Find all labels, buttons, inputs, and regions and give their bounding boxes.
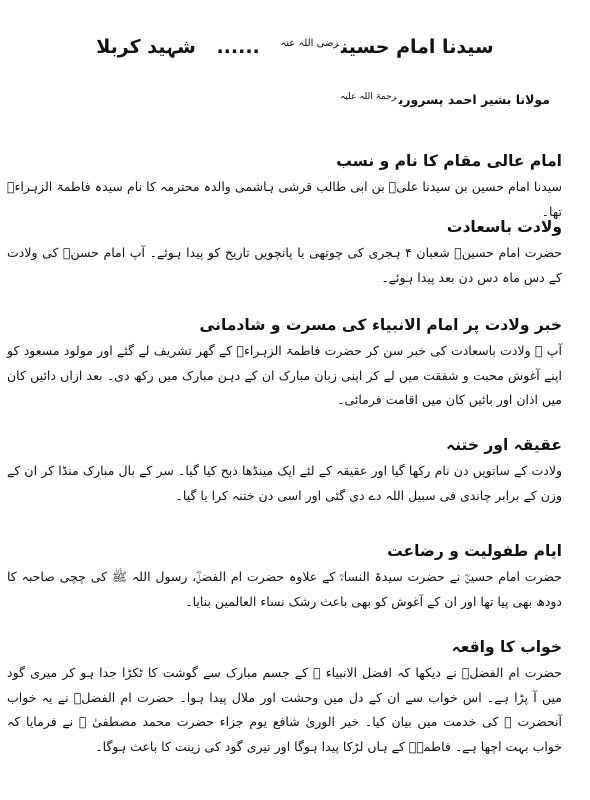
section-body: ولادت کے ساتویں دن نام رکھا گیا اور عقیقہ کے لئے ایک مینڈھا ذبح کیا گیا۔ سر کے بال مبارک منڈا کر ان کے وزن کے برابر چاندی فی سبیل اللہ دے دی گئی اور اسی دن ختنہ کرا یا گیا۔ <box>7 463 562 503</box>
section-heading: عقیقہ اور ختنہ <box>446 436 562 454</box>
section-aqeeqah <box>7 434 562 508</box>
section-heading: خبر ولادت پر امام الانبیاء کی مسرت و شادمانی <box>199 316 562 334</box>
section-heading: ولادت باسعادت <box>446 218 562 236</box>
title-right: سیدنا امام حسین <box>340 36 494 58</box>
title-honorific: رضی اللہ عنہ <box>280 37 339 49</box>
title-separator: ...... <box>216 36 260 58</box>
section-body: حضرت امام حسینؓ شعبان ۴ ہجری کی چوتھی یا پانچویں تاریخ کو پیدا ہوئے۔ آپ امام حسنؓ کی ولادت کے دس ماہ دس دن بعد پیدا ہوئے۔ <box>7 245 563 285</box>
section-heading: خواب کا واقعہ <box>451 638 562 656</box>
section-heading: ایام طفولیت و رضاعت <box>387 542 562 560</box>
section-dream <box>7 636 562 759</box>
author-line <box>340 92 550 107</box>
section-body: حضرت امام حسینؓ نے حضرت سیدۃ النساءؓ کے علاوہ حضرت ام الفضلؓ، رسول اللہ ﷺ کی چچی صاحبہ کا دودھ بھی پیا تھا اور ان کے آغوش کو بھی باعث رشک نساء العالمین بنایا۔ <box>7 569 562 609</box>
article-title <box>0 36 590 58</box>
author-honorific: رحمۃ اللہ علیہ <box>340 92 397 102</box>
section-heading: امام عالی مقام کا نام و نسب <box>336 152 562 170</box>
author-name: مولانا بشیر احمد پسروری <box>398 92 550 108</box>
section-childhood <box>7 540 562 614</box>
section-body: آپ ﷺ ولادت باسعادت کی خبر سن کر حضرت فاطمۃ الزہراءؓ کے گھر تشریف لے گئے اور مولود مسعود کو اپنے آغوش محبت و شفقت میں لے کر اپنی زبان مبارک ان کے دہن مبارک میں رکھ دی۔ بعد ازاں دائیں کان میں اذان اور بائیں کان میں اقامت فرمائی۔ <box>7 343 562 407</box>
title-left: شہید کربلا <box>96 36 196 58</box>
section-body: سیدنا امام حسین بن سیدنا علیؓ بن ابی طالب قرشی ہاشمی والدہ محترمہ کا نام سیدہ فاطمۃ الزہراءؓ تھا۔ <box>7 179 562 219</box>
section-lineage <box>7 150 562 224</box>
section-birth <box>7 216 562 290</box>
section-body: حضرت ام الفضلؓ نے دیکھا کہ افضل الانبیاء ﷺ کے جسم مبارک سے گوشت کا ٹکڑا جدا ہو کر میری گود میں آ پڑا ہے۔ اس خواب سے ان کے دل میں وحشت اور ملال پیدا ہوا۔ حضرت ام الفضلؓ نے یہ خواب آنحضرت ﷺ کی خدمت میں بیان کیا۔ خیر الوریٰ شافع یوم جزاء حضرت محمد مصطفیٰ ﷺ نے فرمایا کہ خواب بہت اچھا ہے۔ فاطمہؓ کے ہاں لڑکا پیدا ہوگا اور تیری گود کی زینت کا باعث ہوگا۔ <box>7 665 562 754</box>
section-birth-joy <box>7 314 562 413</box>
